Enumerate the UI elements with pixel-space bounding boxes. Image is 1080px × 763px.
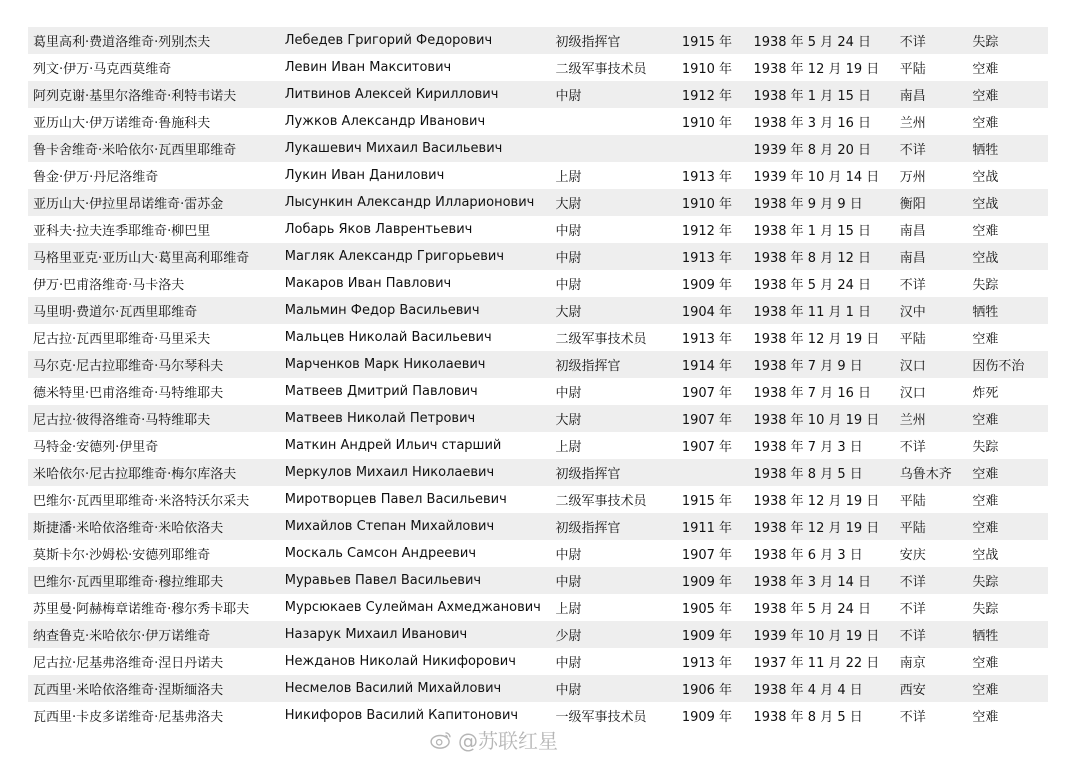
cell-cause: 空难 — [972, 116, 999, 131]
cell-ru: Лужков Александр Иванович — [284, 114, 486, 129]
cell-died: 1938 年 12 月 19 日 — [753, 62, 880, 77]
cell-cn: 马尔克·尼古拉耶维奇·马尔琴科夫 — [33, 359, 224, 374]
cell-place: 西安 — [899, 683, 926, 698]
cell-died: 1938 年 1 月 15 日 — [753, 89, 872, 104]
cell-rank: 大尉 — [555, 413, 582, 428]
cell-ru: Меркулов Михаил Николаевич — [284, 465, 495, 480]
cell-rank: 初级指挥官 — [555, 467, 621, 482]
cell-born: 1915 年 — [681, 494, 733, 509]
table-row — [28, 108, 1048, 135]
cell-died: 1938 年 9 月 9 日 — [753, 197, 863, 212]
cell-died: 1938 年 8 月 12 日 — [753, 251, 872, 266]
cell-place: 平陆 — [899, 62, 926, 77]
cell-ru: Лебедев Григорий Федорович — [284, 33, 493, 48]
table-row — [28, 297, 1048, 324]
cell-cause: 空难 — [972, 494, 999, 509]
cell-born: 1910 年 — [681, 116, 733, 131]
cell-cn: 亚历山大·伊拉里昂诺维奇·雷苏金 — [33, 197, 224, 212]
cell-died: 1938 年 7 月 9 日 — [753, 359, 863, 374]
cell-born: 1909 年 — [681, 278, 733, 293]
cell-cn: 马里明·费道尔·瓦西里耶维奇 — [33, 305, 198, 320]
cell-cause: 失踪 — [972, 602, 999, 617]
cell-rank: 中尉 — [555, 224, 582, 239]
table-row — [28, 189, 1048, 216]
cell-born: 1907 年 — [681, 440, 733, 455]
cell-cn: 葛里高利·费道洛维奇·列别杰夫 — [33, 35, 211, 50]
cell-place: 乌鲁木齐 — [899, 467, 952, 482]
cell-rank: 二级军事技术员 — [555, 332, 647, 347]
cell-rank: 中尉 — [555, 683, 582, 698]
table — [28, 27, 1048, 729]
cell-cause: 失踪 — [972, 278, 999, 293]
cell-born: 1913 年 — [681, 656, 733, 671]
cell-died: 1938 年 12 月 19 日 — [753, 332, 880, 347]
cell-place: 安庆 — [899, 548, 926, 563]
cell-cause: 因伤不治 — [972, 359, 1025, 374]
table-row — [28, 405, 1048, 432]
table-row — [28, 594, 1048, 621]
cell-died: 1938 年 12 月 19 日 — [753, 521, 880, 536]
cell-place: 汉口 — [899, 359, 926, 374]
cell-rank: 中尉 — [555, 89, 582, 104]
cell-ru: Никифоров Василий Капитонович — [284, 708, 519, 723]
cell-died: 1939 年 10 月 19 日 — [753, 629, 880, 644]
cell-cn: 亚历山大·伊万诺维奇·鲁施科夫 — [33, 116, 211, 131]
table-row — [28, 432, 1048, 459]
cell-place: 平陆 — [899, 494, 926, 509]
cell-ru: Москаль Самсон Андреевич — [284, 546, 477, 561]
cell-cn: 亚科夫·拉夫连季耶维奇·柳巴里 — [33, 224, 211, 239]
cell-cn: 伊万·巴甫洛维奇·马卡洛夫 — [33, 278, 185, 293]
cell-cause: 空难 — [972, 332, 999, 347]
cell-born: 1907 年 — [681, 413, 733, 428]
cell-rank: 二级军事技术员 — [555, 62, 647, 77]
cell-cause: 空难 — [972, 521, 999, 536]
cell-cn: 德米特里·巴甫洛维奇·马特维耶夫 — [33, 386, 224, 401]
cell-place: 南昌 — [899, 251, 926, 266]
table-row — [28, 648, 1048, 675]
cell-died: 1938 年 1 月 15 日 — [753, 224, 872, 239]
cell-ru: Назарук Михаил Иванович — [284, 627, 468, 642]
cell-died: 1938 年 12 月 19 日 — [753, 494, 880, 509]
cell-cause: 空难 — [972, 89, 999, 104]
cell-cn: 斯捷潘·米哈依洛维奇·米哈依洛夫 — [33, 521, 224, 536]
cell-cause: 牺牲 — [972, 305, 999, 320]
cell-cause: 失踪 — [972, 440, 999, 455]
cell-born: 1909 年 — [681, 575, 733, 590]
cell-rank: 大尉 — [555, 305, 582, 320]
cell-died: 1938 年 8 月 5 日 — [753, 467, 863, 482]
cell-place: 万州 — [899, 170, 926, 185]
cell-born: 1913 年 — [681, 251, 733, 266]
cell-cn: 鲁卡舍维奇·米哈依尔·瓦西里耶维奇 — [33, 143, 237, 158]
cell-ru: Миротворцев Павел Васильевич — [284, 492, 507, 507]
cell-ru: Макаров Иван Павлович — [284, 276, 452, 291]
cell-born: 1907 年 — [681, 548, 733, 563]
cell-place: 汉口 — [899, 386, 926, 401]
table-row — [28, 216, 1048, 243]
cell-rank: 上尉 — [555, 440, 582, 455]
cell-cause: 牺牲 — [972, 143, 999, 158]
table-row — [28, 567, 1048, 594]
cell-place: 汉中 — [899, 305, 926, 320]
cell-rank: 初级指挥官 — [555, 35, 621, 50]
table-row — [28, 54, 1048, 81]
cell-cn: 瓦西里·卡皮多诺维奇·尼基弗洛夫 — [33, 710, 224, 725]
table-row — [28, 513, 1048, 540]
cell-born: 1911 年 — [681, 521, 733, 536]
cell-born: 1910 年 — [681, 62, 733, 77]
cell-born: 1913 年 — [681, 332, 733, 347]
cell-ru: Марченков Марк Николаевич — [284, 357, 486, 372]
cell-rank: 二级军事技术员 — [555, 494, 647, 509]
cell-born: 1914 年 — [681, 359, 733, 374]
cell-place: 兰州 — [899, 116, 926, 131]
table-row — [28, 486, 1048, 513]
cell-place: 兰州 — [899, 413, 926, 428]
cell-cn: 巴维尔·瓦西里耶维奇·米洛特沃尔采夫 — [33, 494, 250, 509]
cell-died: 1938 年 7 月 16 日 — [753, 386, 872, 401]
cell-cn: 瓦西里·米哈依洛维奇·涅斯缅洛夫 — [33, 683, 224, 698]
cell-cn: 马格里亚克·亚历山大·葛里高利耶维奇 — [33, 251, 250, 266]
cell-cause: 空战 — [972, 170, 999, 185]
cell-born: 1909 年 — [681, 629, 733, 644]
table-row — [28, 81, 1048, 108]
cell-cause: 失踪 — [972, 575, 999, 590]
cell-ru: Матвеев Николай Петрович — [284, 411, 476, 426]
cell-cause: 空战 — [972, 548, 999, 563]
cell-rank: 中尉 — [555, 278, 582, 293]
cell-cause: 空战 — [972, 251, 999, 266]
table-row — [28, 27, 1048, 54]
cell-place: 平陆 — [899, 332, 926, 347]
cell-born: 1905 年 — [681, 602, 733, 617]
cell-born: 1912 年 — [681, 224, 733, 239]
cell-ru: Маткин Андрей Ильич старший — [284, 438, 502, 453]
cell-rank: 少尉 — [555, 629, 582, 644]
cell-cause: 空难 — [972, 710, 999, 725]
cell-cn: 尼古拉·彼得洛维奇·马特维耶夫 — [33, 413, 211, 428]
cell-cn: 阿列克谢·基里尔洛维奇·利特韦诺夫 — [33, 89, 237, 104]
cell-ru: Лысункин Александр Илларионович — [284, 195, 535, 210]
cell-born: 1904 年 — [681, 305, 733, 320]
cell-died: 1938 年 3 月 16 日 — [753, 116, 872, 131]
cell-ru: Нежданов Николай Никифорович — [284, 654, 516, 669]
cell-born: 1909 年 — [681, 710, 733, 725]
cell-rank: 大尉 — [555, 197, 582, 212]
cell-born: 1912 年 — [681, 89, 733, 104]
cell-died: 1938 年 5 月 24 日 — [753, 35, 872, 50]
cell-cn: 鲁金·伊万·丹尼洛维奇 — [33, 170, 159, 185]
cell-died: 1938 年 10 月 19 日 — [753, 413, 880, 428]
table-row — [28, 324, 1048, 351]
cell-place: 衡阳 — [899, 197, 926, 212]
watermark-text: @苏联红星 — [458, 729, 558, 753]
cell-died: 1938 年 4 月 4 日 — [753, 683, 863, 698]
cell-rank: 中尉 — [555, 251, 582, 266]
cell-cause: 牺牲 — [972, 629, 999, 644]
cell-cause: 空难 — [972, 467, 999, 482]
cell-place: 不详 — [899, 35, 926, 50]
table-row — [28, 162, 1048, 189]
cell-place: 不详 — [899, 710, 926, 725]
cell-ru: Михайлов Степан Михайлович — [284, 519, 495, 534]
watermark — [430, 725, 558, 754]
cell-rank: 上尉 — [555, 602, 582, 617]
cell-ru: Левин Иван Макситович — [284, 60, 452, 75]
cell-died: 1937 年 11 月 22 日 — [753, 656, 880, 671]
cell-died: 1939 年 8 月 20 日 — [753, 143, 872, 158]
cell-died: 1938 年 6 月 3 日 — [753, 548, 863, 563]
cell-born: 1906 年 — [681, 683, 733, 698]
cell-rank: 初级指挥官 — [555, 359, 621, 374]
cell-ru: Литвинов Алексей Кириллович — [284, 87, 499, 102]
cell-place: 南京 — [899, 656, 926, 671]
cell-ru: Несмелов Василий Михайлович — [284, 681, 502, 696]
cell-died: 1938 年 5 月 24 日 — [753, 602, 872, 617]
cell-rank: 中尉 — [555, 386, 582, 401]
table-row — [28, 351, 1048, 378]
cell-born: 1915 年 — [681, 35, 733, 50]
cell-cause: 空难 — [972, 62, 999, 77]
cell-cause: 失踪 — [972, 35, 999, 50]
cell-cause: 空难 — [972, 683, 999, 698]
table-row — [28, 243, 1048, 270]
cell-cause: 空难 — [972, 224, 999, 239]
cell-ru: Мальмин Федор Васильевич — [284, 303, 480, 318]
cell-cause: 空战 — [972, 197, 999, 212]
cell-ru: Муравьев Павел Васильевич — [284, 573, 482, 588]
cell-ru: Мальцев Николай Васильевич — [284, 330, 492, 345]
cell-place: 不详 — [899, 629, 926, 644]
weibo-icon — [430, 731, 452, 749]
cell-rank: 上尉 — [555, 170, 582, 185]
cell-place: 南昌 — [899, 89, 926, 104]
cell-ru: Мурсюкаев Сулейман Ахмеджанович — [284, 600, 541, 615]
cell-cn: 尼古拉·尼基弗洛维奇·涅日丹诺夫 — [33, 656, 224, 671]
cell-cn: 马特金·安德列·伊里奇 — [33, 440, 159, 455]
cell-born: 1913 年 — [681, 170, 733, 185]
cell-place: 不详 — [899, 143, 926, 158]
cell-cn: 纳查鲁克·米哈依尔·伊万诺维奇 — [33, 629, 211, 644]
cell-died: 1938 年 7 月 3 日 — [753, 440, 863, 455]
cell-cn: 列文·伊万·马克西莫维奇 — [33, 62, 172, 77]
cell-ru: Лобарь Яков Лаврентьевич — [284, 222, 473, 237]
cell-rank: 中尉 — [555, 656, 582, 671]
cell-cn: 苏里曼·阿赫梅章诺维奇·穆尔秀卡耶夫 — [33, 602, 250, 617]
cell-born: 1907 年 — [681, 386, 733, 401]
cell-ru: Матвеев Дмитрий Павлович — [284, 384, 478, 399]
cell-rank: 初级指挥官 — [555, 521, 621, 536]
cell-cause: 空难 — [972, 413, 999, 428]
cell-cn: 莫斯卡尔·沙姆松·安德列耶维奇 — [33, 548, 211, 563]
cell-cn: 尼古拉·瓦西里耶维奇·马里采夫 — [33, 332, 211, 347]
cell-died: 1938 年 5 月 24 日 — [753, 278, 872, 293]
table-row — [28, 378, 1048, 405]
cell-died: 1938 年 8 月 5 日 — [753, 710, 863, 725]
cell-ru: Лукашевич Михаил Васильевич — [284, 141, 503, 156]
table-row — [28, 270, 1048, 297]
table-row — [28, 135, 1048, 162]
cell-born: 1910 年 — [681, 197, 733, 212]
cell-ru: Лукин Иван Данилович — [284, 168, 445, 183]
cell-cn: 米哈依尔·尼古拉耶维奇·梅尔库洛夫 — [33, 467, 237, 482]
cell-died: 1938 年 11 月 1 日 — [753, 305, 872, 320]
cell-rank: 中尉 — [555, 548, 582, 563]
cell-died: 1938 年 3 月 14 日 — [753, 575, 872, 590]
cell-cause: 炸死 — [972, 386, 999, 401]
cell-cn: 巴维尔·瓦西里耶维奇·穆拉维耶夫 — [33, 575, 224, 590]
cell-cause: 空难 — [972, 656, 999, 671]
table-row — [28, 621, 1048, 648]
table-row — [28, 675, 1048, 702]
cell-place: 不详 — [899, 575, 926, 590]
table-row — [28, 540, 1048, 567]
cell-died: 1939 年 10 月 14 日 — [753, 170, 880, 185]
cell-place: 不详 — [899, 278, 926, 293]
cell-place: 平陆 — [899, 521, 926, 536]
cell-place: 不详 — [899, 602, 926, 617]
table-row — [28, 459, 1048, 486]
cell-place: 南昌 — [899, 224, 926, 239]
cell-rank: 一级军事技术员 — [555, 710, 647, 725]
cell-place: 不详 — [899, 440, 926, 455]
cell-ru: Магляк Александр Григорьевич — [284, 249, 505, 264]
cell-rank: 中尉 — [555, 575, 582, 590]
